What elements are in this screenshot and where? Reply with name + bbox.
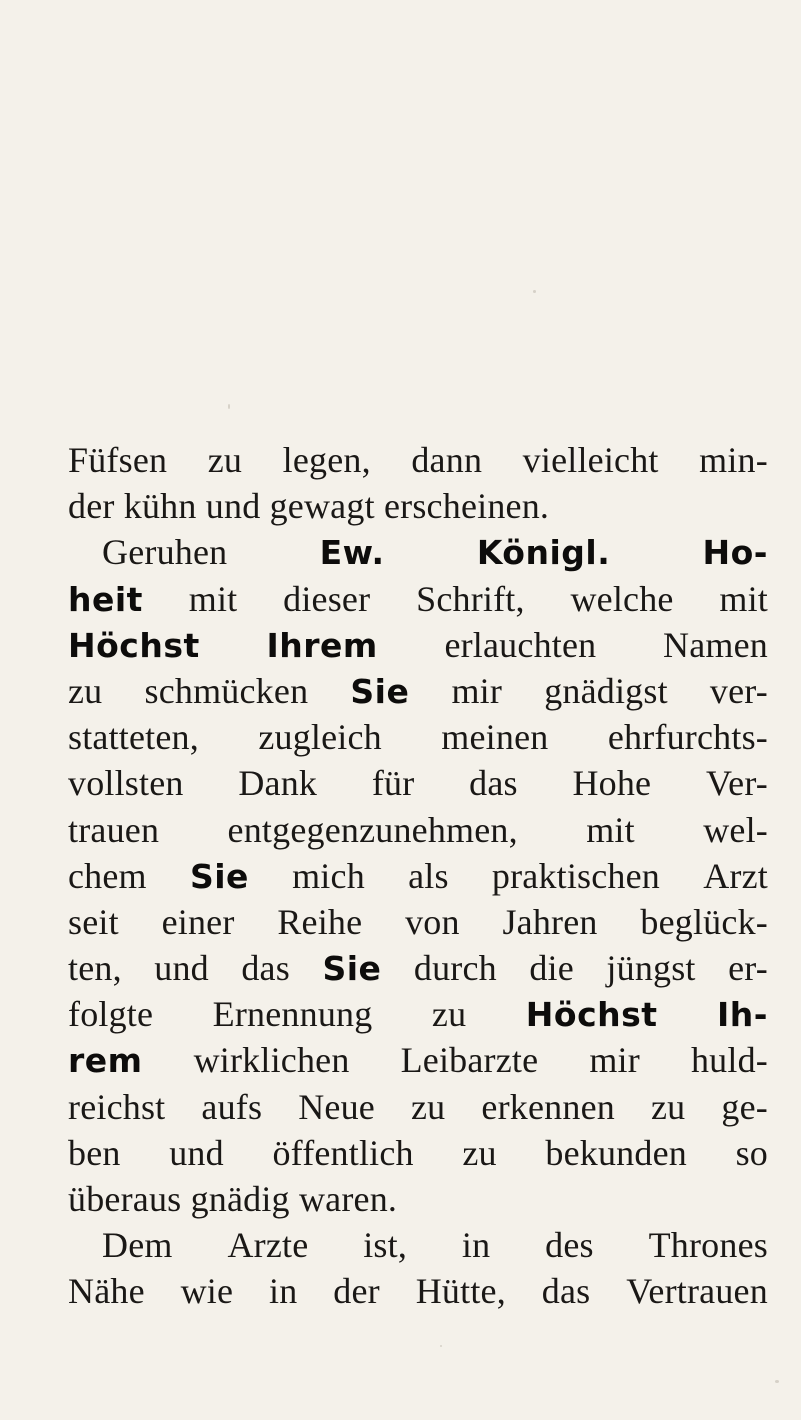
word-text: ver-: [709, 670, 768, 711]
word: [469, 760, 518, 806]
text-line: [68, 853, 768, 899]
text-line: [68, 1222, 768, 1268]
word-text: gnädigst: [544, 670, 668, 711]
word: [481, 1084, 615, 1130]
word: [227, 1222, 308, 1268]
word-text: mir: [589, 1040, 640, 1081]
word-text: trauen: [68, 809, 160, 850]
word-text: zu: [207, 440, 243, 480]
word: [266, 622, 377, 668]
word-text: waren.: [298, 1179, 398, 1219]
word-text: schmücken: [144, 670, 309, 711]
word: [208, 437, 242, 483]
word: [462, 1222, 490, 1268]
text-line: [68, 483, 768, 529]
word: [194, 1037, 350, 1083]
word-text: Vertrauen: [626, 1271, 768, 1312]
word-text: min-: [699, 440, 768, 480]
word-text: kühn: [123, 486, 197, 527]
word-text: Geruhen: [102, 532, 228, 573]
emphasis-text: Ihrem: [266, 625, 378, 665]
word: [269, 1268, 297, 1314]
word: [706, 760, 768, 806]
word-text: Dem: [102, 1225, 173, 1266]
word-text: seit: [68, 901, 119, 942]
word-text: chem: [68, 855, 147, 896]
word-text: Ver-: [705, 763, 768, 804]
word: [124, 486, 197, 526]
emphasis-text: Ih-: [717, 995, 768, 1035]
word: [703, 529, 769, 575]
word: [350, 668, 409, 714]
word-text: in: [269, 1271, 298, 1312]
word: [68, 1268, 145, 1314]
word: [411, 1084, 445, 1130]
word: [451, 668, 502, 714]
word-text: meinen: [441, 717, 549, 758]
word: [589, 1037, 640, 1083]
word-text: von: [405, 901, 460, 942]
word: [190, 853, 249, 899]
word: [258, 714, 382, 760]
word: [68, 622, 200, 668]
word: [270, 486, 375, 526]
word: [405, 899, 460, 945]
word-text: ten,: [68, 948, 122, 989]
word-text: Füfsen: [68, 440, 168, 480]
word-text: einer: [161, 901, 235, 942]
word: [462, 1130, 496, 1176]
word-text: und: [169, 1132, 224, 1173]
text-line: [68, 991, 768, 1037]
word: [408, 853, 449, 899]
word-text: ben: [68, 1132, 121, 1173]
word: [432, 991, 466, 1037]
word: [283, 437, 371, 483]
word: [363, 1222, 407, 1268]
word: [68, 991, 153, 1037]
word: [68, 486, 115, 526]
word: [545, 1222, 594, 1268]
word-text: das: [541, 1271, 591, 1312]
word-text: Neue: [298, 1086, 375, 1127]
word-text: das: [469, 763, 518, 804]
word-text: der: [68, 486, 115, 527]
word: [68, 714, 199, 760]
text-line: [68, 1176, 768, 1222]
word: [277, 899, 362, 945]
word: [416, 576, 525, 622]
word-text: Thrones: [648, 1225, 768, 1266]
word-text: Ernennung: [212, 994, 373, 1035]
text-line: [68, 714, 768, 760]
word-text: praktischen: [491, 855, 661, 896]
word: [414, 945, 497, 991]
word: [663, 622, 768, 668]
body-text: [68, 437, 768, 1315]
word-text: für: [371, 763, 415, 804]
word: [651, 1084, 685, 1130]
word: [586, 807, 635, 853]
word-text: reichst: [68, 1086, 166, 1127]
word-text: aufs: [201, 1086, 263, 1127]
word-text: welche: [570, 578, 674, 619]
word: [68, 1179, 181, 1219]
word-text: Arzte: [227, 1225, 309, 1266]
word: [68, 437, 167, 483]
word: [441, 714, 548, 760]
word-text: wie: [180, 1271, 234, 1312]
word: [384, 486, 549, 526]
word-text: jüngst: [606, 948, 696, 989]
emphasis-text: rem: [68, 1041, 143, 1081]
word-text: Hohe: [572, 763, 652, 804]
word: [68, 576, 143, 622]
word: [649, 1222, 768, 1268]
word: [320, 529, 385, 575]
word-text: öffentlich: [272, 1132, 414, 1173]
word: [213, 991, 373, 1037]
word: [322, 945, 381, 991]
word-text: mit: [719, 578, 768, 619]
text-line: [68, 807, 768, 853]
word-text: das: [241, 948, 290, 989]
word-text: dieser: [283, 578, 371, 619]
emphasis-text: Höchst: [525, 995, 658, 1035]
word-text: mit: [188, 578, 238, 619]
word-text: und: [205, 486, 261, 527]
word-text: entgegenzunehmen,: [227, 809, 518, 850]
word: [154, 945, 209, 991]
word: [492, 853, 660, 899]
word: [728, 945, 768, 991]
emphasis-text: Königl.: [476, 533, 611, 573]
word-text: er-: [728, 948, 768, 989]
text-line: [68, 668, 768, 714]
word: [68, 1084, 165, 1130]
text-line: [68, 1037, 768, 1083]
word-text: überaus: [68, 1179, 182, 1219]
word-text: vielleicht: [522, 440, 659, 480]
word-text: als: [408, 855, 449, 896]
word-text: ist,: [363, 1225, 408, 1266]
text-line: [68, 529, 768, 575]
emphasis-text: Sie: [350, 671, 410, 711]
word-text: zu: [411, 1086, 446, 1127]
word: [372, 760, 415, 806]
word-text: und: [154, 948, 209, 989]
word-text: erkennen: [481, 1086, 615, 1127]
word-text: statteten,: [68, 717, 199, 758]
word-text: in: [461, 1225, 491, 1266]
word-text: huld-: [690, 1040, 768, 1081]
word: [333, 1268, 380, 1314]
word: [719, 576, 768, 622]
word-text: ehrfurchts-: [607, 717, 768, 758]
word: [703, 853, 768, 899]
word: [542, 1268, 591, 1314]
emphasis-text: Höchst: [68, 625, 200, 665]
word: [298, 1084, 375, 1130]
word: [283, 576, 370, 622]
word-text: legen,: [282, 440, 371, 480]
word-text: erlauchten: [444, 624, 597, 665]
word-text: der: [333, 1271, 380, 1312]
word-text: gewagt: [269, 486, 375, 527]
word: [736, 1130, 768, 1176]
word-text: Hütte,: [415, 1271, 506, 1312]
word-text: Leibarzte: [400, 1040, 539, 1081]
word: [572, 760, 651, 806]
word-text: dann: [411, 440, 483, 480]
word: [162, 899, 235, 945]
word-text: Arzt: [703, 855, 768, 896]
emphasis-text: heit: [68, 579, 143, 619]
word-text: mir: [451, 670, 503, 711]
word: [68, 899, 119, 945]
word-text: bekunden: [545, 1132, 687, 1173]
word: [191, 1179, 290, 1219]
text-line: [68, 899, 768, 945]
word: [181, 1268, 234, 1314]
word: [68, 945, 122, 991]
word-text: Namen: [663, 624, 768, 665]
word: [238, 760, 317, 806]
word: [526, 991, 658, 1037]
word-text: mit: [586, 809, 635, 850]
word: [206, 486, 261, 526]
word-text: vollsten: [68, 763, 184, 804]
word: [502, 899, 597, 945]
word-text: Dank: [238, 763, 318, 804]
word: [272, 1130, 413, 1176]
word: [401, 1037, 539, 1083]
text-line: [68, 760, 768, 806]
word: [477, 529, 610, 575]
text-line: [68, 945, 768, 991]
word: [626, 1268, 768, 1314]
word: [169, 1130, 224, 1176]
word: [68, 668, 102, 714]
word-text: wel-: [703, 809, 768, 850]
word-text: erscheinen.: [383, 486, 550, 527]
word-text: wirklichen: [193, 1040, 350, 1081]
word: [529, 945, 574, 991]
word: [416, 1268, 506, 1314]
text-line: [68, 1268, 768, 1314]
word: [68, 1130, 121, 1176]
word: [68, 760, 184, 806]
word-text: zu: [431, 994, 467, 1035]
word: [523, 437, 659, 483]
word: [721, 1084, 768, 1130]
word-text: zugleich: [258, 717, 382, 758]
text-line: [68, 622, 768, 668]
word: [241, 945, 290, 991]
word-text: zu: [462, 1132, 497, 1173]
word: [68, 807, 159, 853]
word: [699, 437, 768, 483]
word-text: Reihe: [277, 901, 363, 942]
word-text: Schrift,: [416, 578, 525, 619]
paper-speck: [775, 1380, 779, 1383]
word: [710, 668, 768, 714]
word: [201, 1084, 262, 1130]
word-text: mich: [292, 855, 365, 896]
paper-speck: [228, 404, 230, 409]
word: [102, 1222, 173, 1268]
word: [411, 437, 482, 483]
word-text: die: [529, 948, 574, 989]
text-line: [68, 437, 768, 483]
word: [299, 1179, 397, 1219]
paper-speck: [533, 290, 536, 293]
emphasis-text: Sie: [189, 856, 249, 896]
word: [640, 899, 768, 945]
word: [145, 668, 309, 714]
word-text: ge-: [721, 1086, 768, 1127]
text-line: [68, 1084, 768, 1130]
word: [189, 576, 238, 622]
emphasis-text: Sie: [322, 949, 382, 989]
word: [570, 576, 673, 622]
word: [545, 1130, 687, 1176]
emphasis-text: Ew.: [319, 533, 385, 573]
emphasis-text: Ho-: [702, 533, 768, 573]
word: [444, 622, 596, 668]
word: [608, 714, 768, 760]
word-text: durch: [413, 948, 497, 989]
word: [544, 668, 668, 714]
word: [717, 991, 768, 1037]
word: [606, 945, 695, 991]
word: [691, 1037, 768, 1083]
word-text: zu: [68, 670, 103, 711]
word-text: des: [545, 1225, 594, 1266]
text-line: [68, 576, 768, 622]
word: [228, 807, 518, 853]
word-text: beglück-: [640, 901, 768, 942]
paper-speck: [440, 1345, 442, 1347]
word: [68, 1037, 143, 1083]
word-text: Nähe: [68, 1271, 145, 1312]
word-text: zu: [650, 1086, 686, 1127]
word: [102, 529, 227, 575]
word: [703, 807, 768, 853]
text-line: [68, 1130, 768, 1176]
word: [68, 853, 147, 899]
word-text: folgte: [68, 994, 154, 1035]
word: [292, 853, 365, 899]
word-text: Jahren: [502, 901, 598, 942]
word-text: so: [735, 1132, 768, 1173]
word-text: gnädig: [190, 1179, 290, 1219]
